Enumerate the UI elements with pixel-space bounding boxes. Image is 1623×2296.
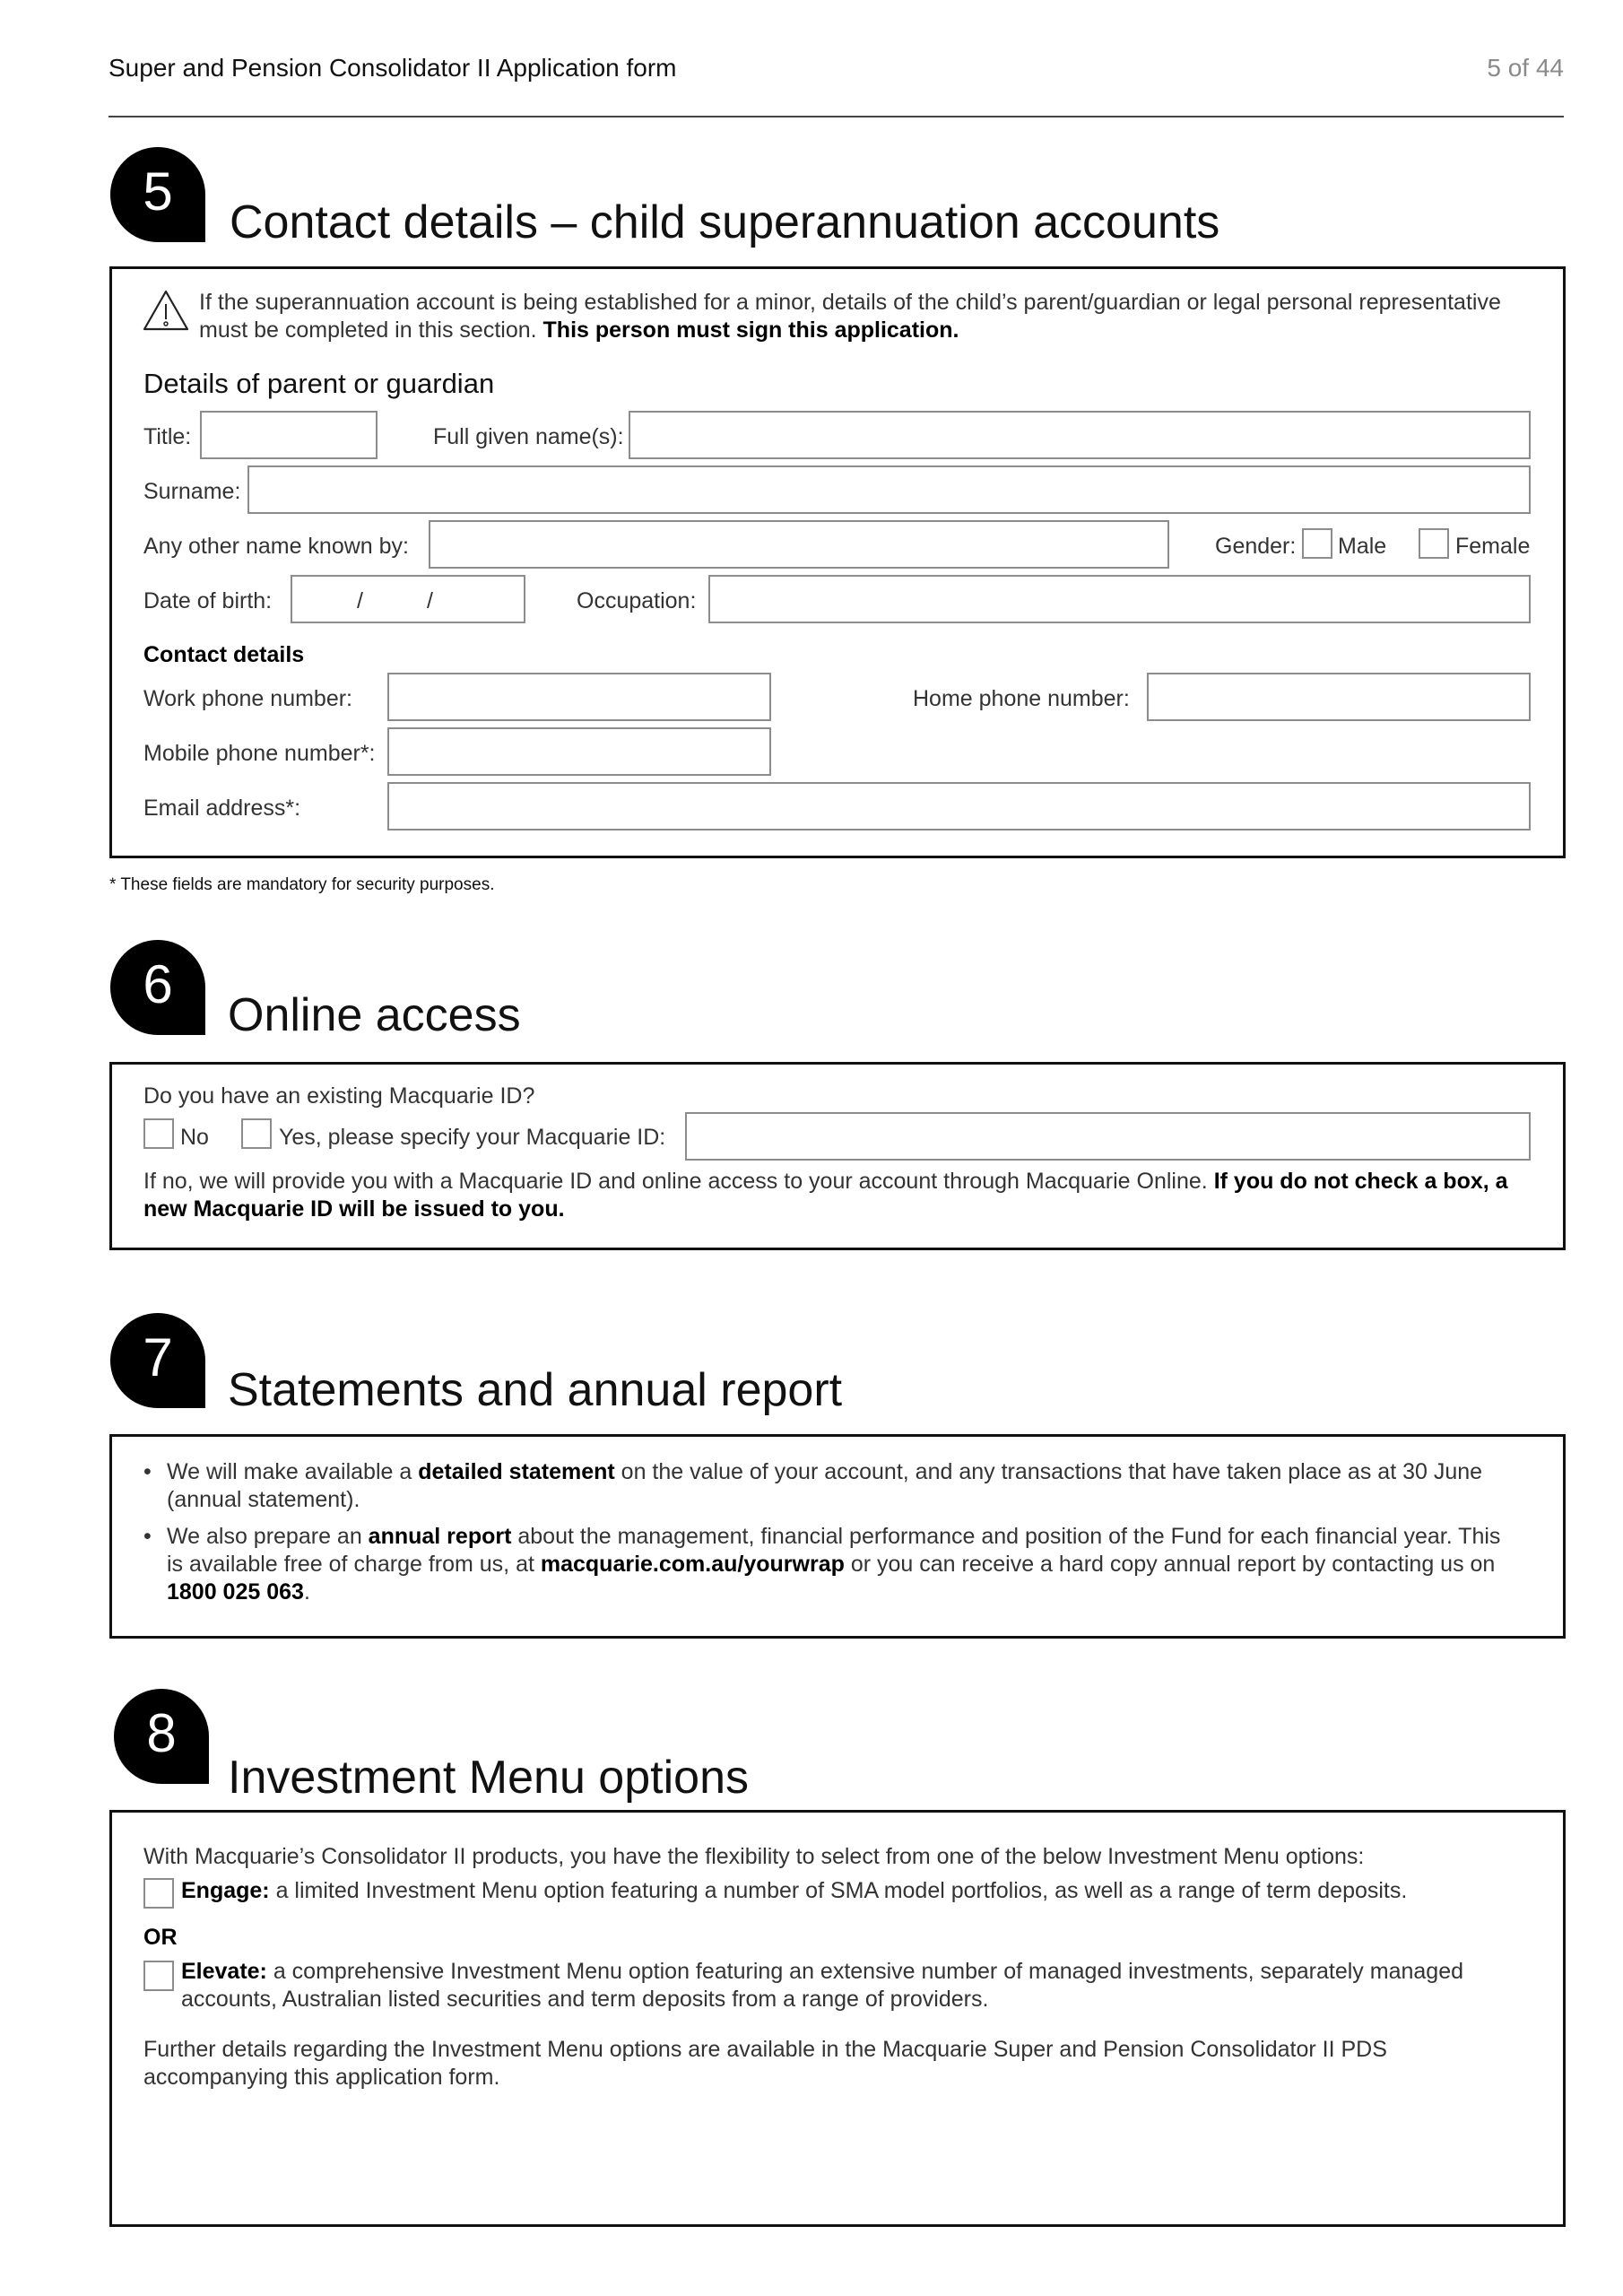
header-divider: [108, 116, 1564, 117]
page-number: 5 of 44: [1487, 54, 1564, 82]
investment-intro: With Macquarie’s Consolidator II products, you have the flexibility to select from one of the below Investment Menu options:: [143, 1844, 1365, 1869]
elevate-description: a comprehensive Investment Menu option featuring an extensive number of managed investments, separately managed accounts, Australian listed securities and term deposits from a range of providers.: [181, 1959, 1463, 2012]
section-7-title: Statements and annual report: [228, 1364, 843, 1416]
statements-list: [143, 1458, 1506, 1615]
dob-separator: /: [357, 588, 363, 613]
website-link: macquarie.com.au/yourwrap: [540, 1552, 845, 1577]
work-phone-input[interactable]: [387, 673, 771, 721]
section-number: 5: [143, 161, 173, 222]
surname-label: Surname:: [143, 479, 241, 504]
macquarie-id-yes-checkbox[interactable]: [241, 1118, 272, 1149]
bullet-text: .: [303, 1579, 310, 1605]
contact-details-heading: Contact details: [143, 642, 305, 667]
dob-separator: /: [427, 588, 433, 613]
bullet-text: We will make available a: [167, 1459, 419, 1484]
elevate-option: [181, 1958, 1535, 2013]
statement-bullet: [143, 1458, 1506, 1514]
elevate-label: Elevate:: [181, 1959, 267, 1984]
surname-input[interactable]: [247, 465, 1531, 514]
title-label: Title:: [143, 424, 192, 449]
given-names-input[interactable]: [629, 411, 1531, 459]
gender-female-label: Female: [1455, 534, 1531, 559]
section-6-title: Online access: [228, 989, 521, 1041]
section-8-badge: [114, 1689, 209, 1784]
section-6-badge: [110, 940, 205, 1035]
mobile-phone-label: Mobile phone number*:: [143, 741, 376, 766]
occupation-input[interactable]: [708, 575, 1531, 623]
macquarie-id-no-checkbox[interactable]: [143, 1118, 174, 1149]
online-access-note-text: If no, we will provide you with a Macquarie ID and online access to your account through Macquarie Online.: [143, 1169, 1214, 1194]
online-access-note: [143, 1168, 1533, 1223]
online-access-note-bold: If you do not check a box, a new Macquarie ID will be issued to you.: [143, 1169, 1508, 1222]
bullet-text: or you can receive a hard copy annual report by contacting us on: [844, 1552, 1496, 1577]
notice-bold-text: This person must sign this application.: [542, 317, 959, 343]
gender-female-checkbox[interactable]: [1419, 528, 1449, 559]
investment-further-details: Further details regarding the Investment Menu options are available in the Macquarie Super and Pension Consolidator II PDS accompanying this application form.: [143, 2037, 1387, 2090]
macquarie-id-question: Do you have an existing Macquarie ID?: [143, 1083, 535, 1109]
section-number: 6: [143, 954, 173, 1014]
guardian-subheading: Details of parent or guardian: [143, 368, 495, 399]
email-label: Email address*:: [143, 796, 301, 821]
occupation-label: Occupation:: [577, 588, 697, 613]
section-8-title: Investment Menu options: [228, 1752, 749, 1804]
section-8-box: [109, 1810, 1566, 2227]
section-5-title: Contact details – child superannuation accounts: [230, 196, 1220, 248]
home-phone-label: Home phone number:: [913, 686, 1130, 711]
section-number: 7: [143, 1327, 173, 1387]
warning-icon: [142, 289, 190, 332]
or-separator: OR: [143, 1925, 178, 1950]
section-7-badge: [110, 1313, 205, 1408]
bullet-bold: detailed statement: [418, 1459, 615, 1484]
mandatory-footnote: * These fields are mandatory for security purposes.: [109, 875, 495, 894]
mobile-phone-input[interactable]: [387, 727, 771, 776]
dob-input[interactable]: [291, 575, 525, 623]
other-name-input[interactable]: [429, 520, 1169, 569]
notice-text: If the superannuation account is being established for a minor, details of the child’s parent/guardian or legal personal representative must be completed in this section.: [199, 290, 1501, 343]
title-input[interactable]: [200, 411, 378, 459]
guardian-notice: [199, 289, 1526, 344]
given-names-label: Full given name(s):: [433, 424, 624, 449]
bullet-text: We also prepare an: [167, 1524, 369, 1549]
engage-label: Engage:: [181, 1878, 270, 1903]
other-name-label: Any other name known by:: [143, 534, 409, 559]
bullet-text: about the management, financial performance and position of the Fund for each financial year. This is available free of charge from us, at: [167, 1524, 1501, 1577]
gender-male-checkbox[interactable]: [1302, 528, 1332, 559]
section-5-badge: [110, 147, 205, 242]
section-number: 8: [146, 1703, 177, 1763]
engage-checkbox[interactable]: [143, 1878, 174, 1909]
gender-male-label: Male: [1338, 534, 1387, 559]
phone-number: 1800 025 063: [167, 1579, 304, 1605]
bullet-bold: annual report: [368, 1524, 512, 1549]
engage-description: a limited Investment Menu option featuring a number of SMA model portfolios, as well as a range of term deposits.: [269, 1878, 1408, 1903]
dob-label: Date of birth:: [143, 588, 273, 613]
elevate-checkbox[interactable]: [143, 1961, 174, 1991]
home-phone-input[interactable]: [1147, 673, 1531, 721]
bullet-text: on the value of your account, and any transactions that have taken place as at 30 June (annual statement).: [167, 1459, 1483, 1512]
document-title: Super and Pension Consolidator II Application form: [108, 54, 677, 82]
annual-report-bullet: [143, 1523, 1506, 1606]
work-phone-label: Work phone number:: [143, 686, 352, 711]
engage-option: [181, 1878, 1407, 1904]
macquarie-id-input[interactable]: [685, 1112, 1531, 1161]
email-input[interactable]: [387, 782, 1531, 831]
gender-label: Gender:: [1215, 534, 1297, 559]
macquarie-id-no-label: No: [180, 1125, 209, 1150]
macquarie-id-yes-label: Yes, please specify your Macquarie ID:: [279, 1125, 666, 1150]
